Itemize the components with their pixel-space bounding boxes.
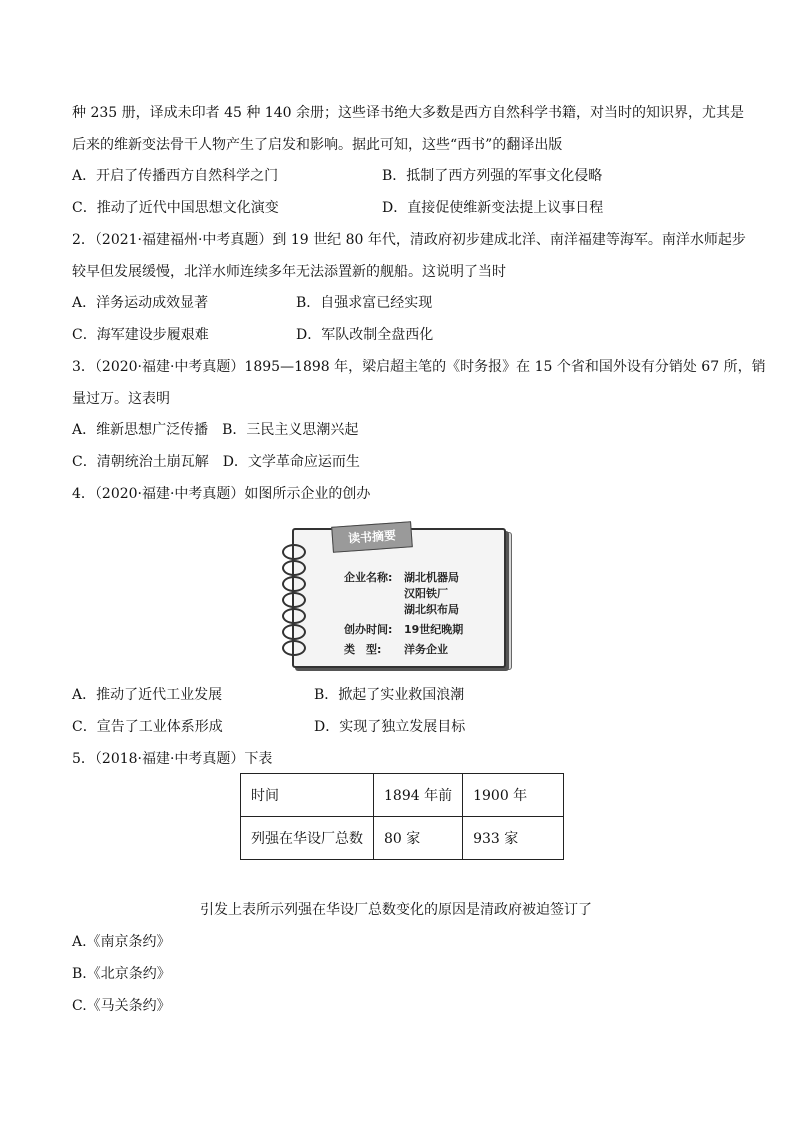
intro-line-1: 种 235 册，译成未印者 45 种 140 余册；这些译书绝大多数是西方自然科学书籍，对当时的知识界，尤其是 — [72, 105, 744, 121]
q5-option-a: A.《南京条约》 — [72, 934, 171, 950]
intro-option-c: C．推动了近代中国思想文化演变 — [72, 200, 279, 216]
q3-line-2: 量过万。这表明 — [72, 391, 170, 407]
spiral-ring-icon — [282, 544, 306, 560]
intro-line-2: 后来的维新变法骨干人物产生了启发和影响。据此可知，这些“西书”的翻译出版 — [72, 137, 563, 153]
spiral-ring-icon — [282, 560, 306, 576]
q3-options-ab: A．维新思想广泛传播 B．三民主义思潮兴起 — [72, 422, 359, 438]
spiral-ring-icon — [282, 608, 306, 624]
spiral-ring-icon — [282, 640, 306, 656]
time-label: 创办时间: — [344, 623, 393, 636]
intro-option-d: D．直接促使维新变法提上议事日程 — [382, 200, 604, 216]
q2-option-a: A．洋务运动成效显著 — [72, 295, 209, 311]
spiral-ring-icon — [282, 624, 306, 640]
q4-option-c: C．宣告了工业体系形成 — [72, 719, 223, 735]
q2-option-d: D．军队改制全盘西化 — [296, 327, 434, 343]
intro-option-b: B．抵制了西方列强的军事文化侵略 — [382, 168, 603, 184]
q5-option-b: B.《北京条约》 — [72, 966, 171, 982]
table-cell: 1894 年前 — [374, 774, 463, 817]
name-value-1: 湖北机器局 — [404, 571, 459, 584]
q2-option-b: B．自强求富已经实现 — [296, 295, 433, 311]
q4-option-a: A．推动了近代工业发展 — [72, 687, 223, 703]
name-value-2: 汉阳铁厂 — [404, 587, 448, 600]
table-row — [241, 817, 564, 860]
q4-stem: 4．（2020·福建·中考真题）如图所示企业的创办 — [72, 486, 371, 502]
table-cell: 列强在华设厂总数 — [241, 817, 374, 860]
q5-stem: 5．（2018·福建·中考真题）下表 — [72, 751, 273, 767]
type-label: 类 型: — [344, 643, 382, 656]
spiral-ring-icon — [282, 576, 306, 592]
table-row — [241, 774, 564, 817]
q2-option-c: C．海军建设步履艰难 — [72, 327, 209, 343]
table-cell: 1900 年 — [463, 774, 564, 817]
q3-line-1: 3．（2020·福建·中考真题）1895—1898 年，梁启超主笔的《时务报》在 15 个省和国外设有分销处 67 所，销 — [72, 359, 766, 375]
notebook-tag: 读书摘要 — [331, 521, 413, 553]
q2-line-2: 较早但发展缓慢，北洋水师连续多年无法添置新的舰船。这说明了当时 — [72, 264, 506, 280]
time-value: 19世纪晚期 — [404, 623, 464, 636]
name-label: 企业名称: — [344, 571, 393, 584]
q5-question: 引发上表所示列强在华设厂总数变化的原因是清政府被迫签订了 — [200, 902, 592, 918]
table-cell: 80 家 — [374, 817, 463, 860]
q5-option-c: C.《马关条约》 — [72, 998, 171, 1014]
name-value-3: 湖北织布局 — [404, 603, 459, 616]
table-cell: 时间 — [241, 774, 374, 817]
spiral-ring-icon — [282, 592, 306, 608]
q4-option-d: D．实现了独立发展目标 — [314, 719, 466, 735]
q4-option-b: B．掀起了实业救国浪潮 — [314, 687, 465, 703]
q3-options-cd: C．清朝统治土崩瓦解 D．文学革命应运而生 — [72, 454, 360, 470]
type-value: 洋务企业 — [404, 643, 448, 656]
q5-table — [240, 773, 564, 860]
notebook-page — [292, 528, 506, 668]
table-cell: 933 家 — [463, 817, 564, 860]
q2-line-1: 2．（2021·福建福州·中考真题）到 19 世纪 80 年代，清政府初步建成北洋、南洋福建等海军。南洋水师起步 — [72, 232, 746, 248]
intro-option-a: A．开启了传播西方自然科学之门 — [72, 168, 279, 184]
